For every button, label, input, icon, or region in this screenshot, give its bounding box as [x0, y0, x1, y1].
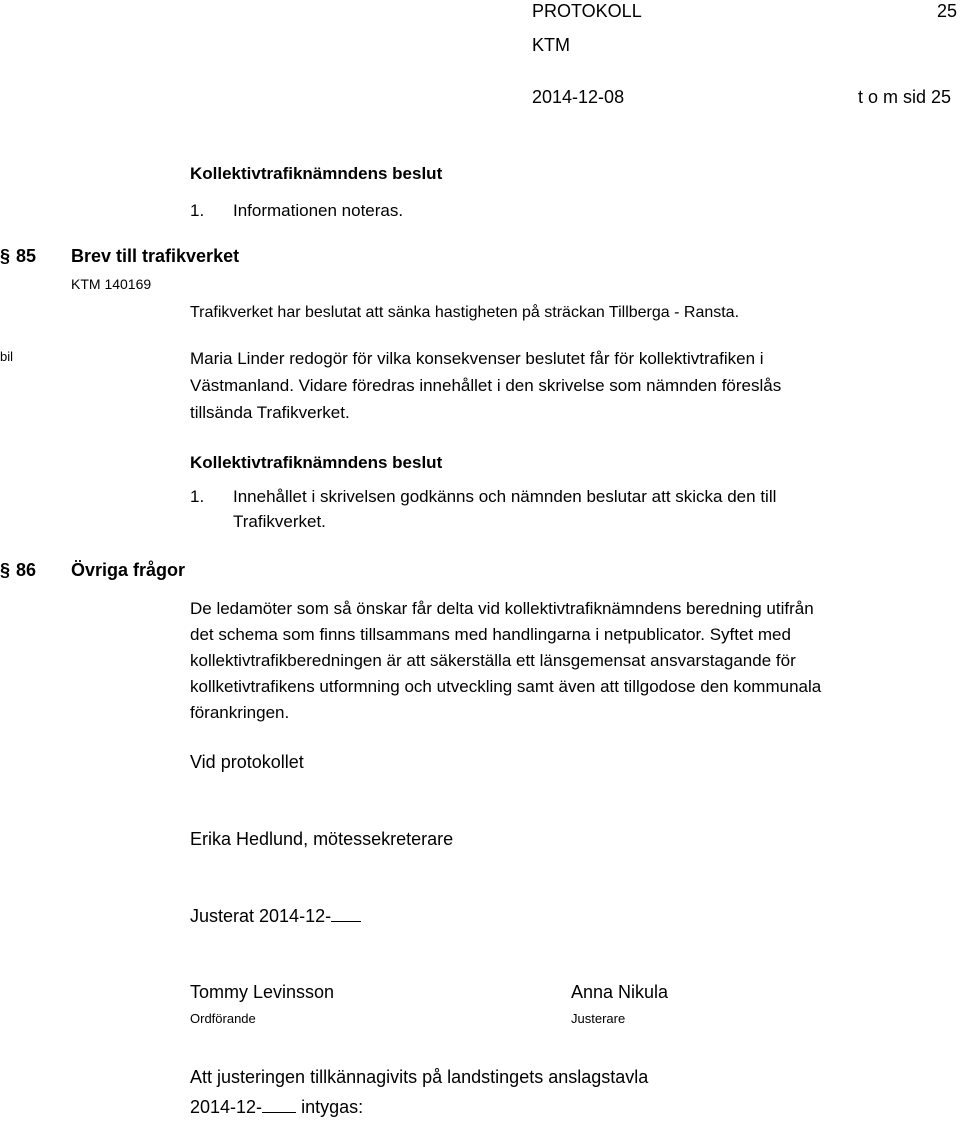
certify-date-prefix: 2014-12-: [190, 1097, 263, 1117]
item-86-title: Övriga frågor: [71, 560, 186, 580]
item-85-body-line-2: Västmanland. Vidare föredras innehållet i den skrivelse som nämnden föreslås: [190, 376, 782, 395]
previous-decision-number: 1.: [190, 201, 205, 220]
item-86-body-line-4: kollketivtrafikens utformning och utveckling samt även att tillgodose den kommunala: [190, 677, 822, 696]
item-85-body-line-3: tillsända Trafikverket.: [190, 403, 350, 422]
item-85-title: Brev till trafikverket: [71, 246, 240, 266]
page-number: 25: [937, 1, 958, 21]
announcement-text: Att justeringen tillkännagivits på landstingets anslagstavla: [190, 1067, 649, 1087]
certify-date-blank: [262, 1112, 296, 1113]
item-86-body-line-5: förankringen.: [190, 703, 290, 722]
adjuster-role: Justerare: [571, 1011, 626, 1026]
attachment-note: bil: [0, 349, 14, 364]
organization: KTM: [532, 35, 570, 55]
item-85-number: 85: [16, 246, 37, 266]
item-86-number: 86: [16, 560, 37, 580]
adjuster-name: Anna Nikula: [571, 982, 669, 1002]
item-85-decision-number: 1.: [190, 487, 205, 506]
adjusted-label: Justerat 2014-12-: [190, 906, 332, 926]
item-85-intro: Trafikverket har beslutat att sänka hastigheten på sträckan Tillberga - Ransta.: [190, 304, 740, 321]
section-symbol-86: §: [0, 560, 11, 580]
document-type: PROTOKOLL: [532, 1, 642, 21]
item-85-reference: KTM 140169: [71, 276, 152, 292]
item-85-body-line-1: Maria Linder redogör för vilka konsekvenser beslutet får för kollektivtrafiken i: [190, 349, 764, 368]
secretary-name: Erika Hedlund, mötessekreterare: [190, 829, 454, 849]
certify-suffix: intygas:: [301, 1097, 364, 1117]
item-85-decision-line-2: Trafikverket.: [233, 512, 326, 531]
item-85-decision-line-1: Innehållet i skrivelsen godkänns och nämnden beslutar att skicka den till: [233, 487, 777, 506]
adjusted-date-blank: [331, 921, 361, 922]
page-range: t o m sid 25: [858, 87, 952, 107]
chair-role: Ordförande: [190, 1011, 256, 1026]
chair-name: Tommy Levinsson: [190, 982, 335, 1002]
item-86-body-line-1: De ledamöter som så önskar får delta vid kollektivtrafiknämndens beredning utifrån: [190, 599, 814, 618]
previous-decision-text: Informationen noteras.: [233, 201, 404, 220]
certify-line: [190, 1098, 363, 1116]
item-85-decision-heading: Kollektivtrafiknämndens beslut: [190, 453, 443, 472]
item-86-body-line-3: kollektivtrafikberedningen är att säkerställa ett länsgemensat ansvarstagande för: [190, 651, 796, 670]
adjusted-line: [190, 907, 361, 925]
item-86-body-line-2: det schema som finns tillsammans med handlingarna i netpublicator. Syftet med: [190, 625, 791, 644]
previous-decision-heading: Kollektivtrafiknämndens beslut: [190, 164, 443, 183]
section-symbol-85: §: [0, 246, 11, 266]
minutes-label: Vid protokollet: [190, 752, 304, 772]
meeting-date: 2014-12-08: [532, 87, 625, 107]
